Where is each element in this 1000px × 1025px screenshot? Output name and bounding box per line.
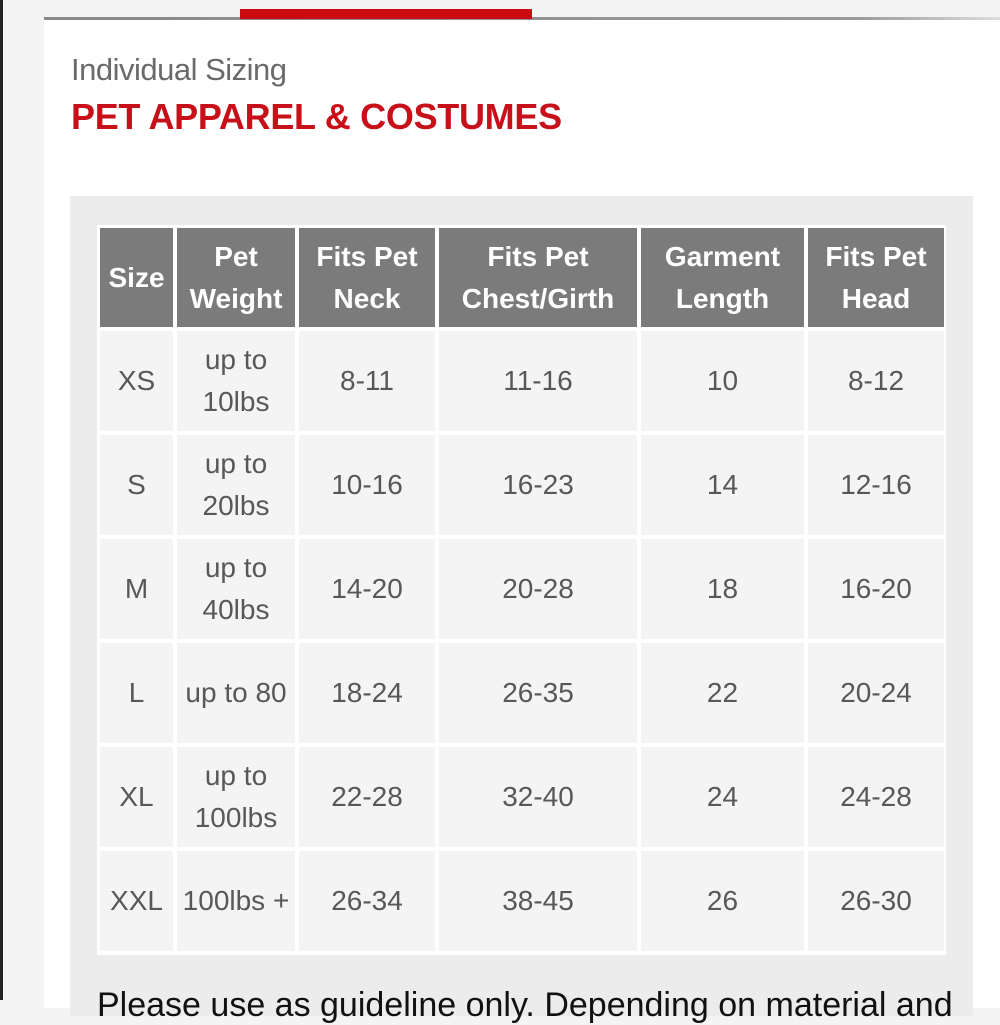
table-cell: up to 100lbs: [177, 747, 295, 847]
table-cell: 14-20: [299, 539, 435, 639]
sizing-note: Please use as guideline only. Depending on material and: [97, 986, 953, 1024]
table-cell: up to 40lbs: [177, 539, 295, 639]
table-row: [100, 747, 944, 847]
table-cell: 10: [641, 331, 804, 431]
active-tab-indicator[interactable]: [240, 9, 532, 19]
table-cell: 24: [641, 747, 804, 847]
table-cell: 16-20: [808, 539, 944, 639]
table-cell: XL: [100, 747, 173, 847]
table-cell: L: [100, 643, 173, 743]
size-chart-table: [96, 224, 948, 955]
table-cell: 26: [641, 851, 804, 951]
table-cell: 20-28: [439, 539, 637, 639]
table-cell: up to 10lbs: [177, 331, 295, 431]
table-cell: 8-11: [299, 331, 435, 431]
column-header: Fits Pet Chest/Girth: [439, 228, 637, 327]
table-cell: 18: [641, 539, 804, 639]
table-cell: up to 80: [177, 643, 295, 743]
table-cell: 16-23: [439, 435, 637, 535]
table-row: [100, 643, 944, 743]
table-cell: 38-45: [439, 851, 637, 951]
column-header: Garment Length: [641, 228, 804, 327]
table-body: [100, 331, 944, 951]
table-cell: 26-30: [808, 851, 944, 951]
table-cell: XXL: [100, 851, 173, 951]
table-cell: 11-16: [439, 331, 637, 431]
table-header-row: [100, 228, 944, 327]
window-edge: [0, 0, 3, 1000]
table-cell: S: [100, 435, 173, 535]
table-row: [100, 331, 944, 431]
table-cell: 100lbs +: [177, 851, 295, 951]
table-cell: 26-34: [299, 851, 435, 951]
column-header: Size: [100, 228, 173, 327]
table-cell: M: [100, 539, 173, 639]
table-cell: 12-16: [808, 435, 944, 535]
column-header: Fits Pet Head: [808, 228, 944, 327]
table-cell: 20-24: [808, 643, 944, 743]
table-cell: 24-28: [808, 747, 944, 847]
table-row: [100, 539, 944, 639]
table-cell: 22-28: [299, 747, 435, 847]
table-cell: 10-16: [299, 435, 435, 535]
table-cell: 8-12: [808, 331, 944, 431]
table-cell: 18-24: [299, 643, 435, 743]
table-cell: 26-35: [439, 643, 637, 743]
table-row: [100, 851, 944, 951]
table-cell: 22: [641, 643, 804, 743]
table-cell: 14: [641, 435, 804, 535]
table-row: [100, 435, 944, 535]
column-header: Fits Pet Neck: [299, 228, 435, 327]
table-cell: up to 20lbs: [177, 435, 295, 535]
section-title: PET APPAREL & COSTUMES: [71, 96, 562, 137]
column-header: Pet Weight: [177, 228, 295, 327]
table-cell: XS: [100, 331, 173, 431]
table-cell: 32-40: [439, 747, 637, 847]
section-subtitle: Individual Sizing: [71, 52, 287, 87]
